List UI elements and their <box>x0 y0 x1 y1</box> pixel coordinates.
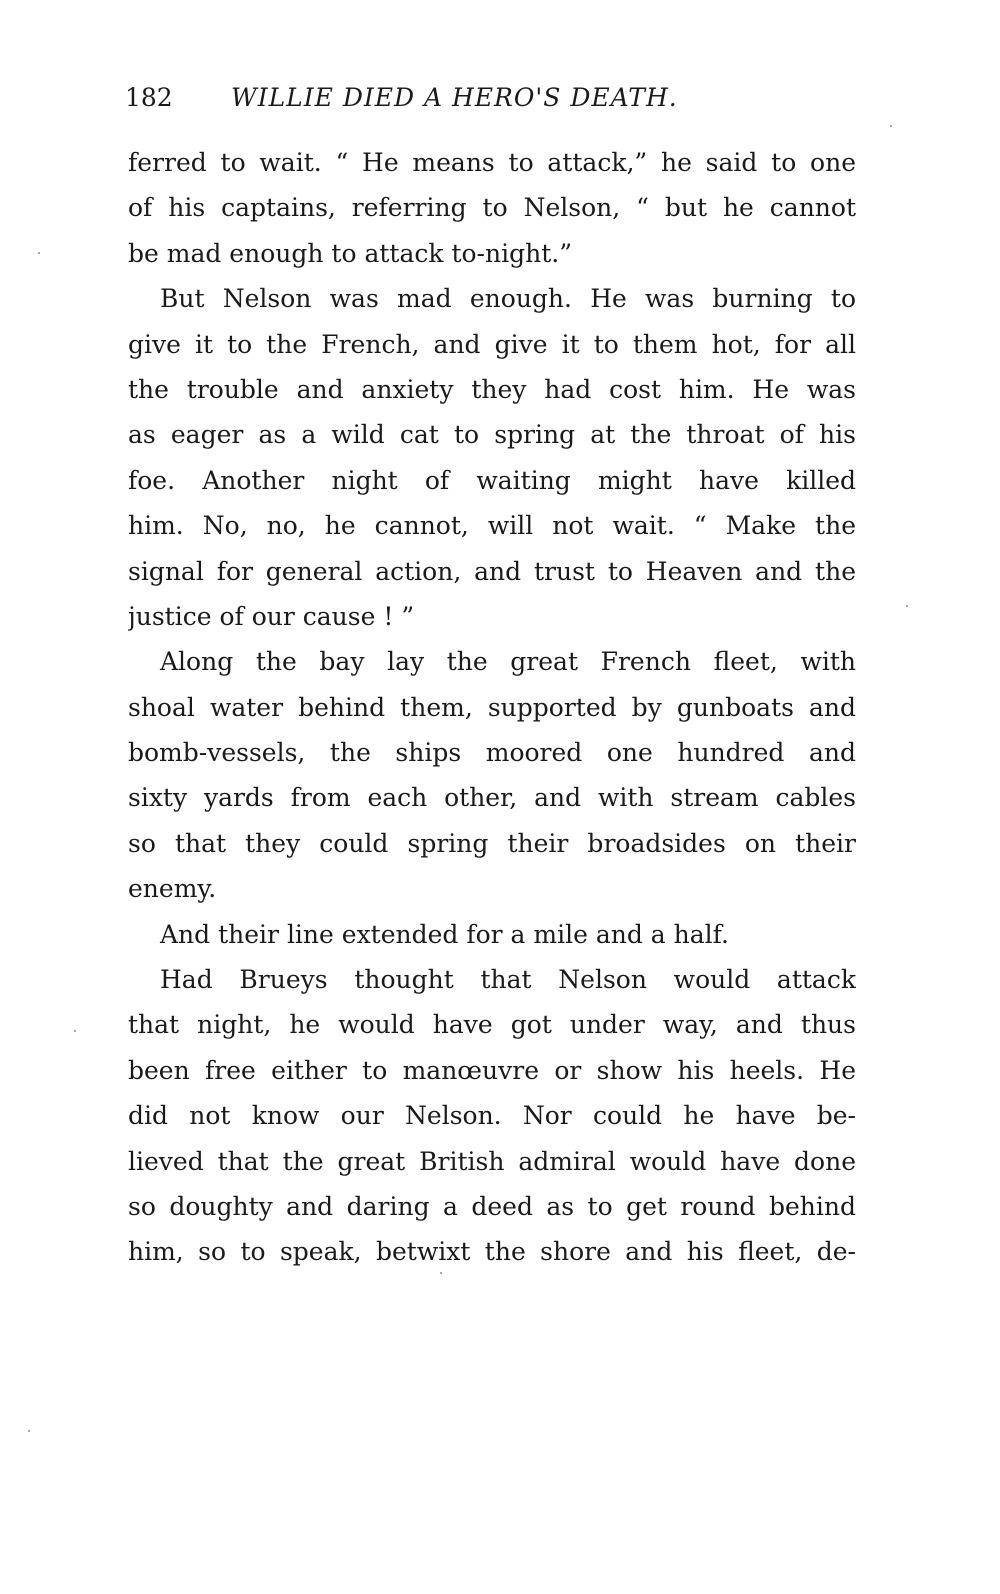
text-line: sixty yards from each other, and with stream cables <box>128 783 856 813</box>
text-line: Along the bay lay the great French fleet, with <box>160 647 856 677</box>
scan-speck <box>28 1430 30 1432</box>
scan-speck <box>38 252 40 254</box>
text-line: as eager as a wild cat to spring at the throat of his <box>128 420 856 450</box>
scan-speck <box>440 1272 442 1274</box>
text-line: But Nelson was mad enough. He was burning to <box>160 284 856 314</box>
text-line: him. No, no, he cannot, will not wait. “ Make the <box>128 511 856 541</box>
text-line: shoal water behind them, supported by gunboats and <box>128 692 856 722</box>
text-line: justice of our cause ! ” <box>128 601 415 631</box>
running-head <box>125 80 860 116</box>
text-line: of his captains, referring to Nelson, “ but he cannot <box>128 193 856 223</box>
text-line: signal for general action, and trust to Heaven and the <box>128 556 856 586</box>
scan-speck <box>890 125 892 127</box>
text-line: that night, he would have got under way, and thus <box>128 1010 856 1040</box>
body-text <box>128 140 856 1275</box>
text-line: did not know our Nelson. Nor could he have be- <box>128 1101 856 1131</box>
text-line: him, so to speak, betwixt the shore and his fleet, de- <box>128 1237 856 1267</box>
text-line: be mad enough to attack to-night.” <box>128 238 572 268</box>
text-line: ferred to wait. “ He means to attack,” he said to one <box>128 148 856 177</box>
text-line: so doughty and daring a deed as to get round behind <box>128 1191 856 1221</box>
text-line: the trouble and anxiety they had cost him. He was <box>128 374 856 404</box>
running-title: WILLIE DIED A HERO'S DEATH. <box>231 83 678 112</box>
text-line: enemy. <box>128 874 217 904</box>
text-line: And their line extended for a mile and a half. <box>160 919 729 949</box>
scan-speck <box>906 605 908 607</box>
text-line: lieved that the great British admiral would have done <box>128 1146 856 1176</box>
text-line: bomb-vessels, the ships moored one hundred and <box>128 738 856 768</box>
text-line: been free either to manœuvre or show his heels. He <box>128 1055 856 1085</box>
text-line: foe. Another night of waiting might have killed <box>128 465 856 495</box>
text-line: so that they could spring their broadsides on their <box>128 828 856 858</box>
text-line: Had Brueys thought that Nelson would attack <box>160 965 856 995</box>
text-line: give it to the French, and give it to them hot, for all <box>128 329 856 359</box>
page-number: 182 <box>125 83 173 112</box>
scan-speck <box>74 1030 76 1032</box>
